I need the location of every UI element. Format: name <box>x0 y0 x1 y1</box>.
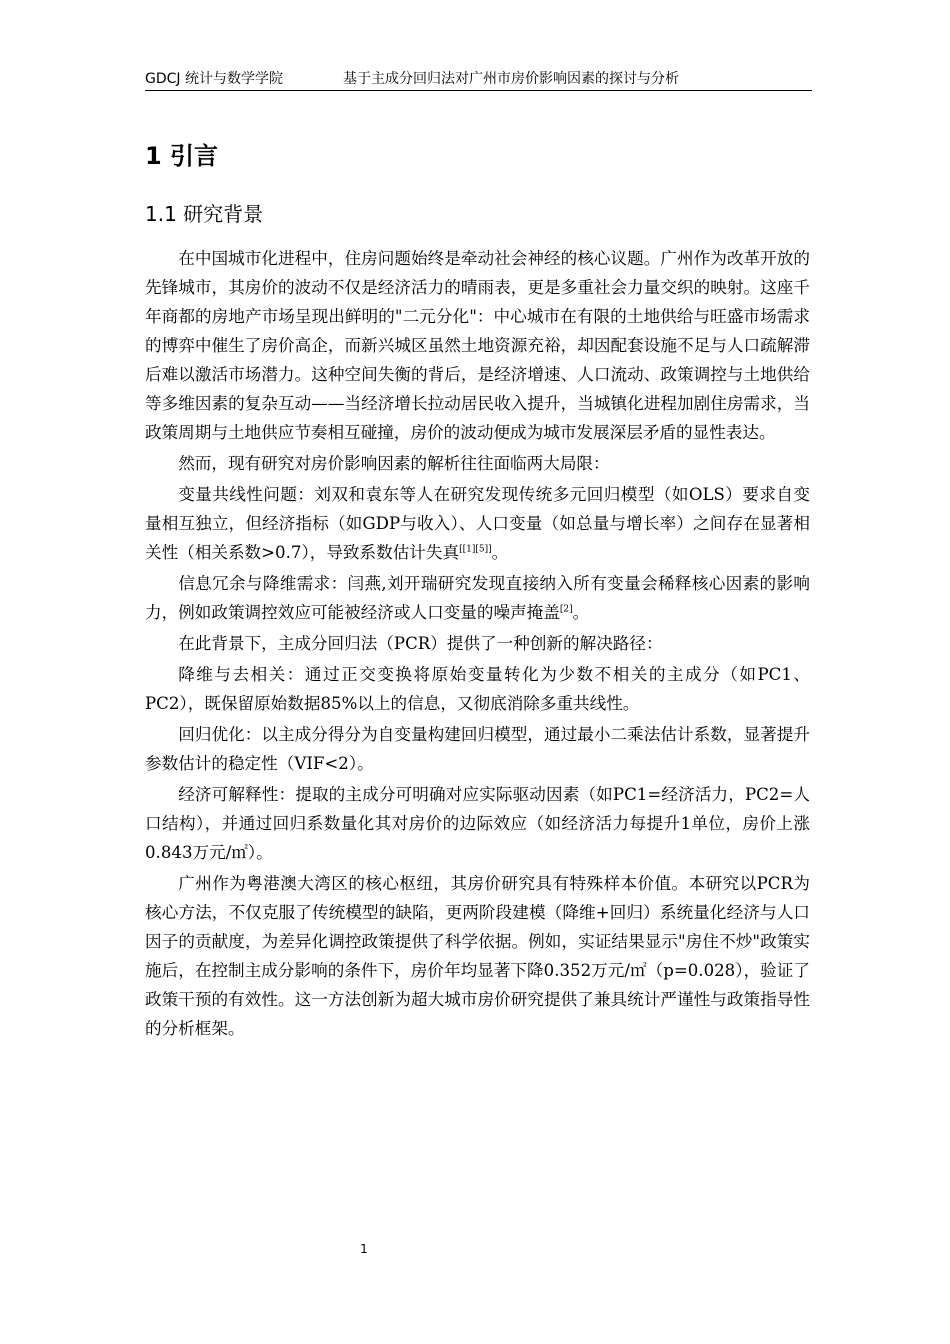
paragraph: 回归优化：以主成分得分为自变量构建回归模型，通过最小二乘法估计系数，显著提升参数估计的稳定性（VIF<2）。 <box>145 725 810 773</box>
subsection-heading: 1.1 研究背景 <box>145 202 264 226</box>
body-text <box>145 244 810 1045</box>
paragraph: 广州作为粤港澳大湾区的核心枢纽，其房价研究具有特殊样本价值。本研究以PCR为核心方法，不仅克服了传统模型的缺陷，更两阶段建模（降维+回归）系统量化经济与人口因子的贡献度，为差异化调控政策提供了科学依据。例如，实证结果显示"房住不炒"政策实施后，在控制主成分影响的条件下，房价年均显著下降0.352万元/㎡（p=0.028），验证了政策干预的有效性。这一方法创新为超大城市房价研究提供了兼具统计严谨性与政策指导性的分析框架。 <box>145 874 810 1038</box>
paragraph: 在中国城市化进程中，住房问题始终是牵动社会神经的核心议题。广州作为改革开放的先锋城市，其房价的波动不仅是经济活力的晴雨表，更是多重社会力量交织的映射。这座千年商都的房地产市场呈现出鲜明的"二元分化"：中心城市在有限的土地供给与旺盛市场需求的博弈中催生了房价高企，而新兴城区虽然土地资源充裕，却因配套设施不足与人口疏解滞后难以激活市场潜力。这种空间失衡的背后，是经济增速、人口流动、政策调控与土地供给等多维因素的复杂互动——当经济增长拉动居民收入提升，当城镇化进程加剧住房需求，当政策周期与土地供应节奏相互碰撞，房价的波动便成为城市发展深层矛盾的显性表达。 <box>145 249 810 442</box>
page-number: 1 <box>360 1242 368 1256</box>
section-heading: 1 引言 <box>145 142 219 170</box>
paragraph: 经济可解释性：提取的主成分可明确对应实际驱动因素（如PC1=经济活力，PC2=人口结构），并通过回归系数量化其对房价的边际效应（如经济活力每提升1单位，房价上涨0.843万元/㎡）。 <box>145 785 810 862</box>
header-title: 基于主成分回归法对广州市房价影响因素的探讨与分析 <box>343 71 679 87</box>
paragraph: 变量共线性问题：刘双和袁东等人在研究发现传统多元回归模型（如OLS）要求自变量相互独立，但经济指标（如GDP与收入）、人口变量（如总量与增长率）之间存在显著相关性（相关系数>0.7），导致系数估计失真[[1][5]]。 <box>145 485 810 562</box>
citation: [2] <box>559 604 573 615</box>
page-header <box>145 70 812 91</box>
header-institution: GDCJ 统计与数学学院 <box>145 71 283 87</box>
paragraph: 降维与去相关：通过正交变换将原始变量转化为少数不相关的主成分（如PC1、PC2），既保留原始数据85%以上的信息，又彻底消除多重共线性。 <box>145 665 810 713</box>
citation: [[1][5]] <box>459 544 492 555</box>
paragraph: 在此背景下，主成分回归法（PCR）提供了一种创新的解决路径： <box>178 634 663 653</box>
paragraph: 信息冗余与降维需求：闫燕,刘开瑞研究发现直接纳入所有变量会稀释核心因素的影响力，例如政策调控效应可能被经济或人口变量的噪声掩盖[2]。 <box>145 574 810 622</box>
paragraph: 然而，现有研究对房价影响因素的解析往往面临两大局限： <box>178 454 610 473</box>
